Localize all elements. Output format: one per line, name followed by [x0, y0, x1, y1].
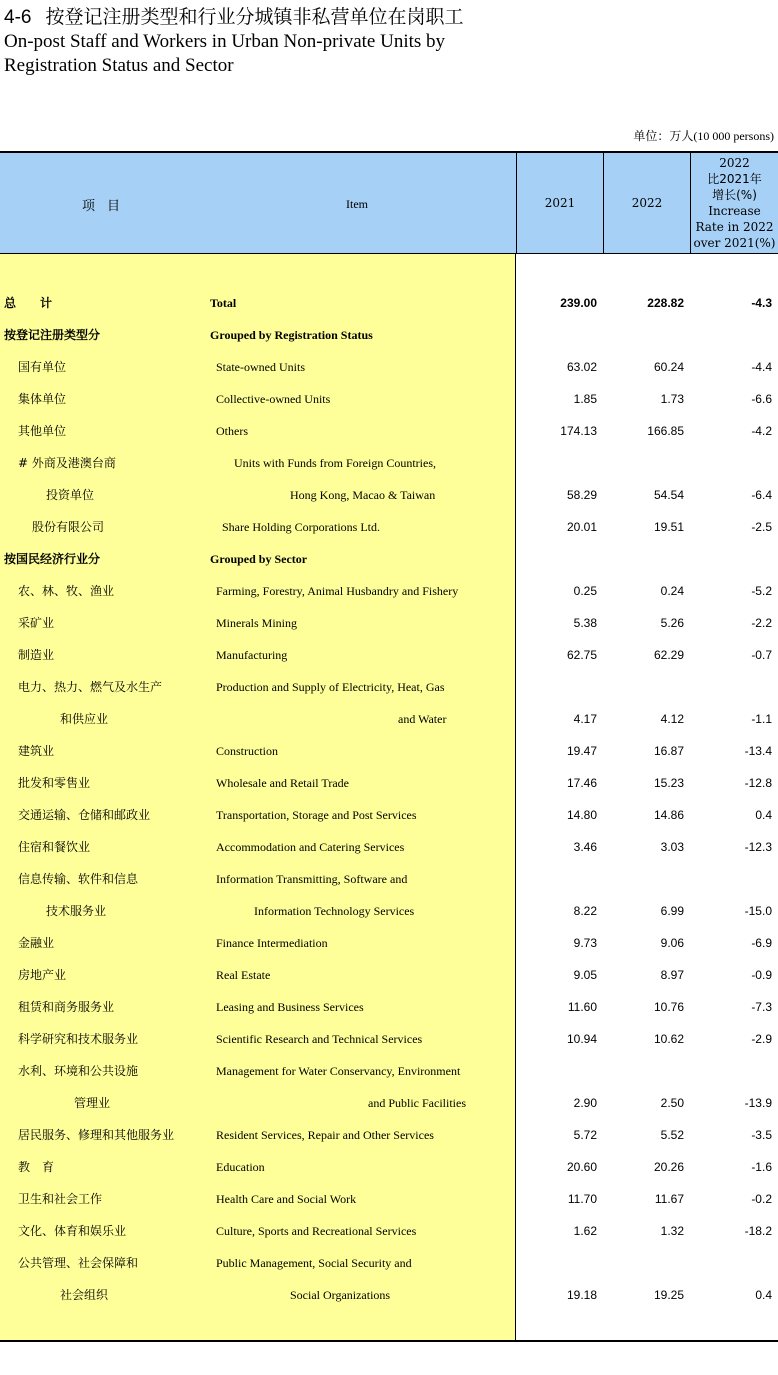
table-row [0, 959, 778, 991]
row-value-2021: 10.94 [566, 1032, 597, 1046]
row-item-en: Production and Supply of Electricity, Heat, Gas [216, 680, 445, 694]
row-value-2022: 9.06 [660, 936, 684, 950]
row-increase-rate: -4.2 [751, 424, 772, 438]
table-row [0, 575, 778, 607]
table-row [0, 607, 778, 639]
row-value-2022: 54.54 [653, 488, 684, 502]
row-value-2022: 16.87 [653, 744, 684, 758]
row-item-en: Grouped by Sector [210, 552, 308, 566]
row-increase-rate: -18.2 [744, 1224, 772, 1238]
row-value-2022: 10.62 [653, 1032, 684, 1046]
row-value-2021: 1.85 [573, 392, 597, 406]
row-increase-rate: -12.8 [744, 776, 772, 790]
row-item-en: Wholesale and Retail Trade [216, 776, 349, 790]
row-item-en: Management for Water Conservancy, Environment [216, 1064, 461, 1078]
row-item-cn: 其他单位 [18, 424, 67, 438]
row-value-2022: 5.26 [660, 616, 684, 630]
row-increase-rate: -2.2 [751, 616, 772, 630]
table-row [0, 1215, 778, 1247]
row-item-cn: 管理业 [74, 1096, 111, 1110]
row-value-2022: 6.99 [660, 904, 684, 918]
row-item-cn: 总 计 [4, 296, 53, 310]
row-item-en: Information Technology Services [254, 904, 415, 918]
row-item-cn: 卫生和社会工作 [18, 1192, 103, 1206]
row-increase-rate: 0.4 [755, 1288, 772, 1302]
row-value-2022: 15.23 [653, 776, 684, 790]
row-value-2022: 10.76 [653, 1000, 684, 1014]
row-value-2021: 0.25 [573, 584, 597, 598]
row-item-en: Share Holding Corporations Ltd. [222, 520, 380, 534]
row-value-2022: 20.26 [653, 1160, 684, 1174]
header-item-en: Item [346, 197, 368, 211]
table-row [0, 1279, 778, 1311]
row-item-en: Units with Funds from Foreign Countries, [234, 456, 437, 470]
row-item-cn: 技术服务业 [46, 904, 107, 918]
header-increase-rate [690, 153, 778, 254]
row-item-en: Real Estate [216, 968, 271, 982]
row-value-2021: 3.46 [573, 840, 597, 854]
row-value-2021: 5.72 [573, 1128, 597, 1142]
table-row [0, 351, 778, 383]
row-item-en: State-owned Units [216, 360, 305, 374]
row-item-en: Public Management, Social Security and [216, 1256, 412, 1270]
row-item-en: Information Transmitting, Software and [216, 872, 408, 886]
row-increase-rate: -4.4 [751, 360, 772, 374]
row-item-en: Finance Intermediation [216, 936, 328, 950]
table-row [0, 863, 778, 895]
row-increase-rate: -2.9 [751, 1032, 772, 1046]
row-value-2021: 20.01 [566, 520, 597, 534]
row-value-2022: 228.82 [647, 296, 684, 310]
table-row [0, 479, 778, 511]
row-item-cn: 公共管理、社会保障和 [18, 1256, 139, 1270]
row-item-en: Transportation, Storage and Post Services [216, 808, 417, 822]
table-row [0, 1119, 778, 1151]
table-title-en-line1: On-post Staff and Workers in Urban Non-private Units by [4, 31, 446, 52]
row-value-2022: 14.86 [653, 808, 684, 822]
table-row [0, 319, 778, 351]
table-row [0, 1055, 778, 1087]
row-value-2022: 1.32 [660, 1224, 684, 1238]
row-item-cn: 交通运输、仓储和邮政业 [18, 808, 151, 822]
row-item-cn: 金融业 [18, 936, 55, 950]
header-item-cn: 项目 [82, 199, 133, 214]
row-increase-rate: -6.6 [751, 392, 772, 406]
row-item-cn: 水利、环境和公共设施 [18, 1064, 139, 1078]
row-increase-rate: -15.0 [744, 904, 772, 918]
table-row [0, 1151, 778, 1183]
row-value-2021: 11.70 [567, 1192, 597, 1206]
row-item-en: Farming, Forestry, Animal Husbandry and Fishery [216, 584, 459, 598]
row-value-2022: 4.12 [660, 712, 684, 726]
table-row [0, 831, 778, 863]
row-value-2021: 239.00 [560, 296, 597, 310]
row-increase-rate: -2.5 [751, 520, 772, 534]
row-item-cn: 居民服务、修理和其他服务业 [18, 1128, 175, 1142]
row-value-2022: 3.03 [660, 840, 684, 854]
row-value-2021: 17.46 [566, 776, 597, 790]
row-item-cn: 国有单位 [18, 360, 67, 374]
row-item-cn: 集体单位 [18, 392, 67, 406]
row-item-en: Hong Kong, Macao & Taiwan [290, 488, 436, 502]
row-item-cn: 电力、热力、燃气及水生产 [18, 680, 163, 694]
row-increase-rate: -6.9 [751, 936, 772, 950]
table-title-cn [4, 4, 774, 30]
row-item-cn: 租赁和商务服务业 [18, 1000, 115, 1014]
row-increase-rate: -3.5 [751, 1128, 772, 1142]
header-rate-line: 增长(%) [712, 188, 757, 202]
table-row [0, 991, 778, 1023]
row-value-2021: 8.22 [573, 904, 597, 918]
header-rate-line: 比2021年 [707, 172, 762, 186]
row-item-cn: 股份有限公司 [32, 520, 105, 534]
row-item-en: Total [210, 296, 237, 310]
row-item-en: Scientific Research and Technical Services [216, 1032, 423, 1046]
row-value-2022: 62.29 [653, 648, 684, 662]
table-row [0, 415, 778, 447]
row-item-cn: 制造业 [18, 648, 55, 662]
table-number: 4-6 [4, 7, 32, 28]
row-increase-rate: -0.2 [751, 1192, 772, 1206]
row-item-en: Health Care and Social Work [216, 1192, 357, 1206]
row-item-en: Education [216, 1160, 265, 1174]
row-item-en: and Public Facilities [368, 1096, 466, 1110]
row-increase-rate: -0.7 [751, 648, 772, 662]
row-increase-rate: -5.2 [751, 584, 772, 598]
row-value-2021: 58.29 [566, 488, 597, 502]
row-item-en: Resident Services, Repair and Other Services [216, 1128, 434, 1142]
table-row [0, 799, 778, 831]
header-rate-line: Rate in 2022 [695, 220, 774, 234]
row-increase-rate: -4.3 [751, 296, 772, 310]
row-value-2021: 20.60 [566, 1160, 597, 1174]
table-row [0, 671, 778, 703]
row-value-2021: 19.47 [566, 744, 597, 758]
table-row [0, 383, 778, 415]
row-value-2021: 19.18 [566, 1288, 597, 1302]
unit-label-en: (10 000 persons) [693, 129, 774, 143]
row-value-2021: 5.38 [573, 616, 597, 630]
header-2021 [516, 153, 603, 254]
table-row [0, 543, 778, 575]
title-block [4, 4, 774, 78]
row-value-2021: 1.62 [573, 1224, 597, 1238]
row-item-en: Culture, Sports and Recreational Services [216, 1224, 417, 1238]
row-item-en: Leasing and Business Services [216, 1000, 364, 1014]
row-item-cn: 采矿业 [18, 616, 55, 630]
row-increase-rate: -1.6 [751, 1160, 772, 1174]
row-value-2021: 9.73 [573, 936, 597, 950]
row-value-2021: 14.80 [566, 808, 597, 822]
unit-label-cn: 单位：万人 [633, 129, 694, 143]
header-rate-line: 2022 [719, 156, 750, 170]
row-item-cn: 建筑业 [18, 744, 55, 758]
row-increase-rate: -13.4 [744, 744, 772, 758]
table-row [0, 447, 778, 479]
row-value-2022: 2.50 [660, 1096, 684, 1110]
row-item-cn: 按登记注册类型分 [4, 328, 101, 342]
row-value-2021: 9.05 [573, 968, 597, 982]
table-row [0, 511, 778, 543]
row-item-cn: 农、林、牧、渔业 [18, 584, 115, 598]
row-item-cn: 信息传输、软件和信息 [18, 872, 139, 886]
row-value-2022: 19.25 [653, 1288, 684, 1302]
header-2022 [603, 153, 690, 254]
table-bottom-rule [0, 1340, 778, 1342]
table-row [0, 1023, 778, 1055]
row-item-cn: 教 育 [18, 1160, 55, 1174]
row-value-2021: 174.13 [560, 424, 597, 438]
row-item-cn: 批发和零售业 [18, 776, 91, 790]
row-increase-rate: -7.3 [751, 1000, 772, 1014]
row-item-en: Others [216, 424, 248, 438]
row-item-en: Accommodation and Catering Services [216, 840, 405, 854]
table-row [0, 703, 778, 735]
header-rate-line: Increase [708, 204, 761, 218]
row-item-en: and Water [398, 712, 447, 726]
row-item-en: Manufacturing [216, 648, 288, 662]
table-title-cn-text: 按登记注册类型和行业分城镇非私营单位在岗职工 [45, 6, 464, 28]
row-item-en: Grouped by Registration Status [210, 328, 373, 342]
row-value-2021: 63.02 [566, 360, 597, 374]
table-row [0, 895, 778, 927]
row-increase-rate: -0.9 [751, 968, 772, 982]
row-item-cn: # 外商及港澳台商 [18, 456, 116, 470]
table-row [0, 1247, 778, 1279]
row-item-cn: 房地产业 [18, 968, 67, 982]
header-item-cn-cell [0, 153, 516, 254]
row-value-2021: 11.60 [567, 1000, 597, 1014]
row-value-2021: 2.90 [573, 1096, 597, 1110]
header-rate-line: over 2021(%) [693, 236, 776, 250]
row-item-en: Construction [216, 744, 278, 758]
row-item-en: Minerals Mining [216, 616, 297, 630]
table-row [0, 735, 778, 767]
row-value-2022: 60.24 [653, 360, 684, 374]
row-item-cn: 社会组织 [60, 1288, 109, 1302]
row-item-en: Social Organizations [290, 1288, 391, 1302]
unit-label [633, 127, 774, 144]
row-increase-rate: 0.4 [755, 808, 772, 822]
row-increase-rate: -12.3 [744, 840, 772, 854]
table-row [0, 287, 778, 319]
table-title-en-line2: Registration Status and Sector [4, 55, 234, 76]
row-value-2021: 4.17 [573, 712, 597, 726]
row-value-2021: 62.75 [566, 648, 597, 662]
row-value-2022: 8.97 [660, 968, 684, 982]
row-item-cn: 按国民经济行业分 [4, 552, 101, 566]
row-increase-rate: -1.1 [751, 712, 772, 726]
row-item-cn: 和供应业 [60, 712, 109, 726]
row-item-cn: 住宿和餐饮业 [18, 840, 91, 854]
header-2021-label: 2021 [544, 196, 576, 210]
row-value-2022: 1.73 [660, 392, 684, 406]
row-value-2022: 19.51 [653, 520, 684, 534]
header-2022-label: 2022 [631, 196, 663, 210]
row-item-cn: 科学研究和技术服务业 [18, 1032, 139, 1046]
table-row [0, 1087, 778, 1119]
row-value-2022: 5.52 [660, 1128, 684, 1142]
row-item-en: Collective-owned Units [216, 392, 331, 406]
table-row [0, 767, 778, 799]
table-row [0, 639, 778, 671]
row-increase-rate: -13.9 [744, 1096, 772, 1110]
row-value-2022: 166.85 [647, 424, 684, 438]
row-item-cn: 投资单位 [46, 488, 95, 502]
row-increase-rate: -6.4 [751, 488, 772, 502]
row-value-2022: 11.67 [654, 1192, 684, 1206]
row-item-cn: 文化、体育和娱乐业 [18, 1224, 127, 1238]
table-row [0, 1183, 778, 1215]
table-row [0, 927, 778, 959]
row-value-2022: 0.24 [660, 584, 684, 598]
